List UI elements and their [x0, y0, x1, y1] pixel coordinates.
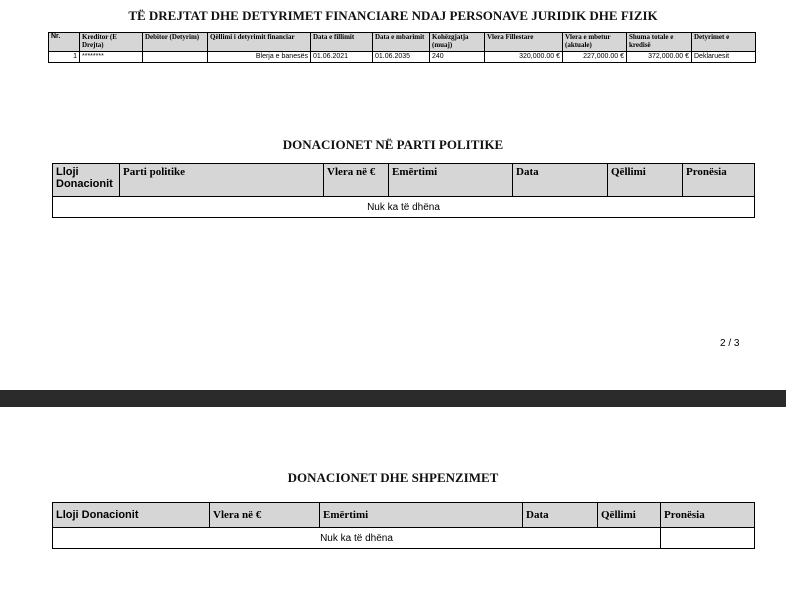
header-data-mbarimit: Data e mbarimit [373, 33, 430, 52]
header-pronesia: Pronësia [683, 164, 755, 197]
header-shuma-totale: Shuma totale e kredisë [627, 33, 692, 52]
financial-obligations-table [48, 32, 756, 63]
header-vlera: Vlera në € [210, 503, 320, 528]
table-header-row [53, 503, 755, 528]
table-header-row [49, 33, 756, 52]
header-parti-politike: Parti politike [120, 164, 324, 197]
political-donations-table [52, 163, 755, 218]
header-kohezgjatja: Kohëzgjatja (muaj) [430, 33, 485, 52]
cell-shuma-totale: 372,000.00 € [627, 52, 692, 63]
header-vlera: Vlera në € [324, 164, 389, 197]
cell-vlera-fillestare: 320,000.00 € [485, 52, 563, 63]
header-lloji-donacionit: Lloji Donacionit [53, 503, 210, 528]
header-emertimi: Emërtimi [389, 164, 513, 197]
table-row [53, 528, 755, 549]
financial-obligations-title: TË DREJTAT DHE DETYRIMET FINANCIARE NDAJ PERSONAVE JURIDIK DHE FIZIK [128, 8, 658, 23]
cell-kreditor: ******** [80, 52, 143, 63]
header-qellimi: Qëllimi [608, 164, 683, 197]
document-page-3 [0, 407, 786, 600]
table-row [49, 52, 756, 63]
empty-message: Nuk ka të dhëna [53, 528, 661, 549]
cell-pronesia [661, 528, 755, 549]
header-vlera-mbetur: Vlera e mbetur (aktuale) [563, 33, 627, 52]
header-data: Data [513, 164, 608, 197]
header-data: Data [523, 503, 598, 528]
cell-data-fillimit: 01.06.2021 [311, 52, 373, 63]
header-qellimi: Qëllimi i detyrimit financiar [208, 33, 311, 52]
page-number: 2 / 3 [720, 338, 740, 349]
cell-qellimi: Blerja e banesës [208, 52, 311, 63]
cell-nr: 1 [49, 52, 80, 63]
header-nr: Nr. [49, 33, 80, 52]
empty-message: Nuk ka të dhëna [53, 197, 755, 218]
header-data-fillimit: Data e fillimit [311, 33, 373, 52]
table-header-row [53, 164, 755, 197]
page-separator [0, 390, 786, 407]
header-detyrimet: Detyrimet e [692, 33, 756, 52]
header-qellimi: Qëllimi [598, 503, 661, 528]
donations-expenses-title: DONACIONET DHE SHPENZIMET [287, 470, 499, 485]
political-donations-title: DONACIONET NË PARTI POLITIKE [282, 137, 504, 152]
cell-vlera-mbetur: 227,000.00 € [563, 52, 627, 63]
table-row [53, 197, 755, 218]
header-pronesia: Pronësia [661, 503, 755, 528]
header-kreditor: Kreditor (E Drejta) [80, 33, 143, 52]
cell-kohezgjatja: 240 [430, 52, 485, 63]
header-emertimi: Emërtimi [320, 503, 523, 528]
header-lloji-donacionit: Lloji Donacionit [53, 164, 120, 197]
cell-detyrimet: Deklaruesit [692, 52, 756, 63]
donations-expenses-table [52, 502, 755, 549]
header-debitor: Debitor (Detyrim) [143, 33, 208, 52]
cell-data-mbarimit: 01.06.2035 [373, 52, 430, 63]
header-vlera-fillestare: Vlera Fillestare [485, 33, 563, 52]
cell-debitor [143, 52, 208, 63]
